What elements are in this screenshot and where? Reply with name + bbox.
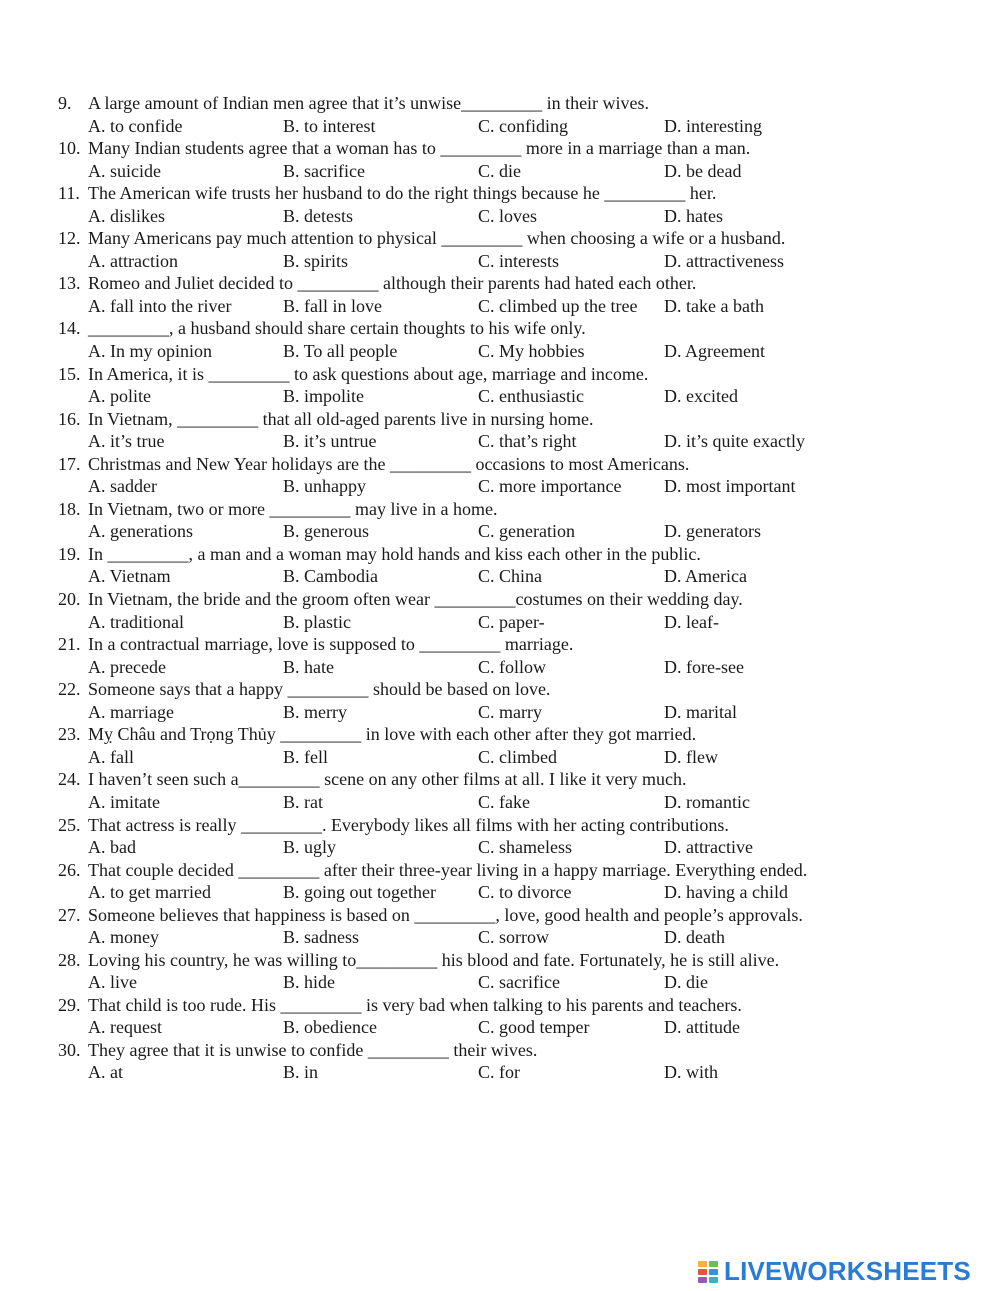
answer-option-a[interactable]: A. fall into the river bbox=[88, 295, 232, 316]
liveworksheets-brand bbox=[698, 1255, 971, 1287]
question-item bbox=[0, 92, 1000, 137]
answer-option-c[interactable]: C. sorrow bbox=[478, 927, 549, 948]
answer-option-a[interactable]: A. to get married bbox=[88, 882, 211, 903]
question-stem bbox=[0, 633, 1000, 656]
answer-option-b[interactable]: B. sacrifice bbox=[283, 160, 365, 181]
answer-option-b[interactable]: B. hate bbox=[283, 656, 334, 677]
question-stem bbox=[0, 723, 1000, 746]
answer-option-a[interactable]: A. suicide bbox=[88, 160, 161, 181]
answer-options bbox=[0, 475, 1000, 498]
answer-option-c[interactable]: C. more importance bbox=[478, 476, 622, 497]
answer-option-d[interactable]: D. die bbox=[664, 972, 708, 993]
question-stem bbox=[0, 994, 1000, 1017]
question-stem bbox=[0, 859, 1000, 882]
answer-option-b[interactable]: B. in bbox=[283, 1062, 319, 1083]
question-number: 22. bbox=[58, 679, 81, 700]
answer-option-a[interactable]: A. request bbox=[88, 1017, 162, 1038]
answer-option-c[interactable]: C. generation bbox=[478, 521, 575, 542]
question-number: 21. bbox=[58, 634, 81, 655]
question-item bbox=[0, 768, 1000, 813]
answer-option-a[interactable]: A. bad bbox=[88, 837, 136, 857]
answer-option-c[interactable]: C. fake bbox=[478, 791, 530, 812]
question-text: A large amount of Indian men agree that it’s unwise_________ in their wives. bbox=[88, 93, 650, 113]
question-list bbox=[0, 92, 1000, 1084]
answer-option-c[interactable]: C. China bbox=[478, 566, 543, 587]
answer-option-a[interactable]: A. sadder bbox=[88, 476, 157, 497]
question-number: 20. bbox=[58, 589, 81, 610]
answer-option-b[interactable]: B. it’s untrue bbox=[283, 431, 377, 452]
answer-option-a[interactable]: A. money bbox=[88, 927, 159, 948]
answer-option-a[interactable]: A. it’s true bbox=[88, 431, 165, 452]
question-item bbox=[0, 859, 1000, 904]
brand-name: LIVEWORKSHEETS bbox=[724, 1255, 971, 1286]
answer-option-b[interactable]: B. fell bbox=[283, 746, 328, 767]
question-number: 19. bbox=[58, 543, 81, 564]
question-number: 29. bbox=[58, 994, 81, 1015]
answer-option-d[interactable]: D. leaf- bbox=[664, 611, 719, 632]
answer-option-a[interactable]: A. at bbox=[88, 1062, 123, 1083]
answer-option-d[interactable]: D. generators bbox=[664, 521, 761, 542]
answer-option-a[interactable]: A. live bbox=[88, 972, 137, 993]
answer-option-b[interactable]: B. unhappy bbox=[283, 476, 366, 497]
answer-options bbox=[0, 295, 1000, 318]
answer-option-c[interactable]: C. My hobbies bbox=[478, 340, 585, 361]
answer-option-c[interactable]: C. climbed bbox=[478, 746, 557, 767]
question-item bbox=[0, 137, 1000, 182]
question-item bbox=[0, 317, 1000, 362]
answer-option-d[interactable]: D. attractiveness bbox=[664, 250, 784, 271]
answer-option-a[interactable]: A. marriage bbox=[88, 701, 174, 722]
answer-option-d[interactable]: D. marital bbox=[664, 701, 737, 722]
answer-option-b[interactable]: B. rat bbox=[283, 791, 323, 812]
answer-options bbox=[0, 746, 1000, 769]
answer-option-b[interactable]: B. merry bbox=[283, 701, 347, 722]
answer-option-c[interactable]: C. that’s right bbox=[478, 431, 577, 452]
question-text: That couple decided _________ after their three-year living in a happy marriage. Everything ended. bbox=[88, 859, 808, 880]
answer-option-a[interactable]: A. fall bbox=[88, 746, 134, 767]
answer-option-a[interactable]: A. polite bbox=[88, 386, 151, 407]
answer-option-c[interactable]: C. to divorce bbox=[478, 882, 572, 903]
answer-option-c[interactable]: C. enthusiastic bbox=[478, 386, 584, 407]
question-text: They agree that it is unwise to confide _________ their wives. bbox=[88, 1039, 538, 1060]
answer-option-b[interactable]: B. spirits bbox=[283, 250, 349, 271]
question-item bbox=[0, 678, 1000, 723]
question-text: In Vietnam, _________ that all old-aged parents live in nursing home. bbox=[88, 408, 594, 429]
question-number: 30. bbox=[58, 1039, 81, 1060]
answer-options bbox=[0, 1016, 1000, 1039]
answer-options bbox=[0, 115, 1000, 138]
question-number: 15. bbox=[58, 363, 81, 384]
answer-option-a[interactable]: A. imitate bbox=[88, 791, 160, 812]
answer-option-a[interactable]: A. In my opinion bbox=[88, 340, 212, 361]
question-item bbox=[0, 723, 1000, 768]
answer-option-b[interactable]: B. plastic bbox=[283, 611, 351, 632]
question-number: 11. bbox=[58, 183, 80, 204]
answer-option-b[interactable]: B. obedience bbox=[283, 1017, 377, 1038]
answer-option-c[interactable]: C. good temper bbox=[478, 1017, 590, 1038]
answer-options bbox=[0, 611, 1000, 634]
answer-option-b[interactable]: B. hide bbox=[283, 972, 335, 993]
answer-options bbox=[0, 385, 1000, 408]
answer-option-b[interactable]: B. Cambodia bbox=[283, 566, 378, 587]
answer-option-b[interactable]: B. impolite bbox=[283, 386, 364, 407]
question-stem bbox=[0, 137, 1000, 160]
question-number: 17. bbox=[58, 453, 81, 474]
answer-option-a[interactable]: A. precede bbox=[88, 656, 166, 677]
answer-option-c[interactable]: C. interests bbox=[478, 250, 559, 271]
question-item bbox=[0, 453, 1000, 498]
question-text: _________, a husband should share certain thoughts to his wife only. bbox=[88, 318, 586, 339]
question-item bbox=[0, 272, 1000, 317]
answer-option-d[interactable]: D. Agreement bbox=[664, 340, 765, 361]
answer-option-d[interactable]: D. it’s quite exactly bbox=[664, 431, 805, 452]
question-stem bbox=[0, 904, 1000, 927]
question-item bbox=[0, 904, 1000, 949]
answer-option-c[interactable]: C. marry bbox=[478, 701, 542, 722]
question-text: Mỵ Châu and Trọng Thủy _________ in love with each other after they got married. bbox=[88, 724, 697, 745]
question-item bbox=[0, 227, 1000, 272]
question-item bbox=[0, 814, 1000, 859]
answer-options bbox=[0, 701, 1000, 724]
question-number: 10. bbox=[58, 138, 81, 159]
answer-option-d[interactable]: D. hates bbox=[664, 205, 723, 226]
answer-option-c[interactable]: C. die bbox=[478, 160, 521, 181]
question-stem bbox=[0, 272, 1000, 295]
question-item bbox=[0, 498, 1000, 543]
answer-options bbox=[0, 656, 1000, 679]
question-stem bbox=[0, 543, 1000, 566]
answer-option-d[interactable]: D. romantic bbox=[664, 791, 750, 812]
question-text: Many Indian students agree that a woman has to _________ more in a marriage than a man. bbox=[88, 138, 751, 159]
answer-options bbox=[0, 430, 1000, 453]
answer-options bbox=[0, 520, 1000, 543]
question-text: In Vietnam, the bride and the groom often wear _________costumes on their wedding day. bbox=[88, 589, 743, 610]
answer-option-d[interactable]: D. flew bbox=[664, 746, 718, 767]
answer-option-a[interactable]: A. generations bbox=[88, 521, 193, 542]
question-number: 16. bbox=[58, 408, 81, 429]
answer-options bbox=[0, 250, 1000, 273]
answer-option-b[interactable]: B. ugly bbox=[283, 837, 337, 857]
answer-option-d[interactable]: D. attitude bbox=[664, 1017, 740, 1038]
question-item bbox=[0, 363, 1000, 408]
answer-option-a[interactable]: A. traditional bbox=[88, 611, 184, 632]
question-number: 25. bbox=[58, 814, 81, 835]
question-text: I haven’t seen such a_________ scene on any other films at all. I like it very much. bbox=[88, 769, 687, 790]
answer-option-b[interactable]: B. fall in love bbox=[283, 295, 382, 316]
question-text: That actress is really _________. Everybody likes all films with her acting contributions. bbox=[88, 814, 729, 835]
answer-options bbox=[0, 565, 1000, 588]
question-stem bbox=[0, 182, 1000, 205]
question-stem bbox=[0, 814, 1000, 837]
answer-option-c[interactable]: C. loves bbox=[478, 205, 538, 226]
answer-options bbox=[0, 971, 1000, 994]
question-stem bbox=[0, 949, 1000, 972]
answer-option-c[interactable]: C. for bbox=[478, 1062, 520, 1083]
answer-options bbox=[0, 160, 1000, 183]
question-item bbox=[0, 408, 1000, 453]
answer-option-b[interactable]: B. sadness bbox=[283, 927, 359, 948]
question-stem bbox=[0, 317, 1000, 340]
question-stem bbox=[0, 498, 1000, 521]
question-stem bbox=[0, 1039, 1000, 1062]
answer-option-d[interactable]: D. fore-see bbox=[664, 656, 744, 677]
answer-option-b[interactable]: B. generous bbox=[283, 521, 369, 542]
answer-option-d[interactable]: D. excited bbox=[664, 386, 738, 407]
question-number: 24. bbox=[58, 769, 81, 790]
question-number: 27. bbox=[58, 904, 81, 925]
answer-option-b[interactable]: B. going out together bbox=[283, 882, 436, 903]
question-number: 9. bbox=[58, 93, 72, 113]
answer-options bbox=[0, 926, 1000, 949]
answer-options bbox=[0, 205, 1000, 228]
question-stem bbox=[0, 588, 1000, 611]
answer-option-a[interactable]: A. attraction bbox=[88, 250, 178, 271]
question-stem bbox=[0, 678, 1000, 701]
question-item bbox=[0, 633, 1000, 678]
answer-option-c[interactable]: C. climbed up the tree bbox=[478, 295, 638, 316]
question-item bbox=[0, 949, 1000, 994]
question-text: In Vietnam, two or more _________ may live in a home. bbox=[88, 498, 498, 519]
question-stem bbox=[0, 453, 1000, 476]
answer-options bbox=[0, 836, 1000, 859]
answer-option-d[interactable]: D. death bbox=[664, 927, 725, 948]
liveworksheets-logo-icon bbox=[698, 1259, 720, 1283]
answer-option-d[interactable]: D. take a bath bbox=[664, 295, 764, 316]
answer-option-c[interactable]: C. shameless bbox=[478, 837, 572, 857]
answer-option-b[interactable]: B. detests bbox=[283, 205, 353, 226]
question-number: 28. bbox=[58, 949, 81, 970]
answer-option-b[interactable]: B. to interest bbox=[283, 115, 376, 136]
question-text: Many Americans pay much attention to physical _________ when choosing a wife or a husband. bbox=[88, 228, 786, 249]
question-text: Loving his country, he was willing to_________ his blood and fate. Fortunately, he is still alive. bbox=[88, 949, 780, 970]
answer-option-c[interactable]: C. paper- bbox=[478, 611, 545, 632]
answer-options bbox=[0, 881, 1000, 904]
answer-option-d[interactable]: D. America bbox=[664, 566, 747, 587]
answer-option-b[interactable]: B. To all people bbox=[283, 340, 398, 361]
answer-option-d[interactable]: D. be dead bbox=[664, 160, 742, 181]
question-number: 18. bbox=[58, 498, 81, 519]
question-item bbox=[0, 1039, 1000, 1084]
question-text: Christmas and New Year holidays are the _________ occasions to most Americans. bbox=[88, 453, 690, 474]
question-item bbox=[0, 182, 1000, 227]
answer-option-a[interactable]: A. to confide bbox=[88, 115, 183, 136]
answer-option-d[interactable]: D. interesting bbox=[664, 115, 762, 136]
question-text: Romeo and Juliet decided to _________ although their parents had hated each other. bbox=[88, 273, 697, 294]
answer-option-d[interactable]: D. attractive bbox=[664, 837, 753, 857]
answer-option-a[interactable]: A. dislikes bbox=[88, 205, 166, 226]
question-number: 23. bbox=[58, 724, 81, 745]
answer-option-d[interactable]: D. having a child bbox=[664, 882, 788, 903]
question-stem bbox=[0, 227, 1000, 250]
answer-option-d[interactable]: D. with bbox=[664, 1062, 718, 1083]
question-number: 14. bbox=[58, 318, 81, 339]
question-number: 26. bbox=[58, 859, 81, 880]
answer-option-c[interactable]: C. sacrifice bbox=[478, 972, 560, 993]
answer-option-d[interactable]: D. most important bbox=[664, 476, 796, 497]
question-stem bbox=[0, 92, 1000, 115]
question-stem bbox=[0, 363, 1000, 386]
question-text: That child is too rude. His _________ is very bad when talking to his parents and teachers. bbox=[88, 994, 742, 1015]
question-number: 12. bbox=[58, 228, 81, 249]
answer-option-c[interactable]: C. confiding bbox=[478, 115, 568, 136]
question-item bbox=[0, 994, 1000, 1039]
answer-options bbox=[0, 1061, 1000, 1084]
question-text: In a contractual marriage, love is supposed to _________ marriage. bbox=[88, 634, 574, 655]
question-text: In _________, a man and a woman may hold hands and kiss each other in the public. bbox=[88, 543, 701, 564]
answer-option-a[interactable]: A. Vietnam bbox=[88, 566, 171, 587]
answer-options bbox=[0, 791, 1000, 814]
question-text: Someone says that a happy _________ should be based on love. bbox=[88, 679, 551, 700]
question-stem bbox=[0, 408, 1000, 431]
question-stem bbox=[0, 768, 1000, 791]
answer-options bbox=[0, 340, 1000, 363]
question-item bbox=[0, 588, 1000, 633]
question-text: In America, it is _________ to ask questions about age, marriage and income. bbox=[88, 363, 649, 384]
question-text: Someone believes that happiness is based on _________, love, good health and people’s approvals. bbox=[88, 904, 803, 925]
question-item bbox=[0, 543, 1000, 588]
answer-option-c[interactable]: C. follow bbox=[478, 656, 547, 677]
question-number: 13. bbox=[58, 273, 81, 294]
question-text: The American wife trusts her husband to do the right things because he _________ her. bbox=[88, 183, 717, 204]
